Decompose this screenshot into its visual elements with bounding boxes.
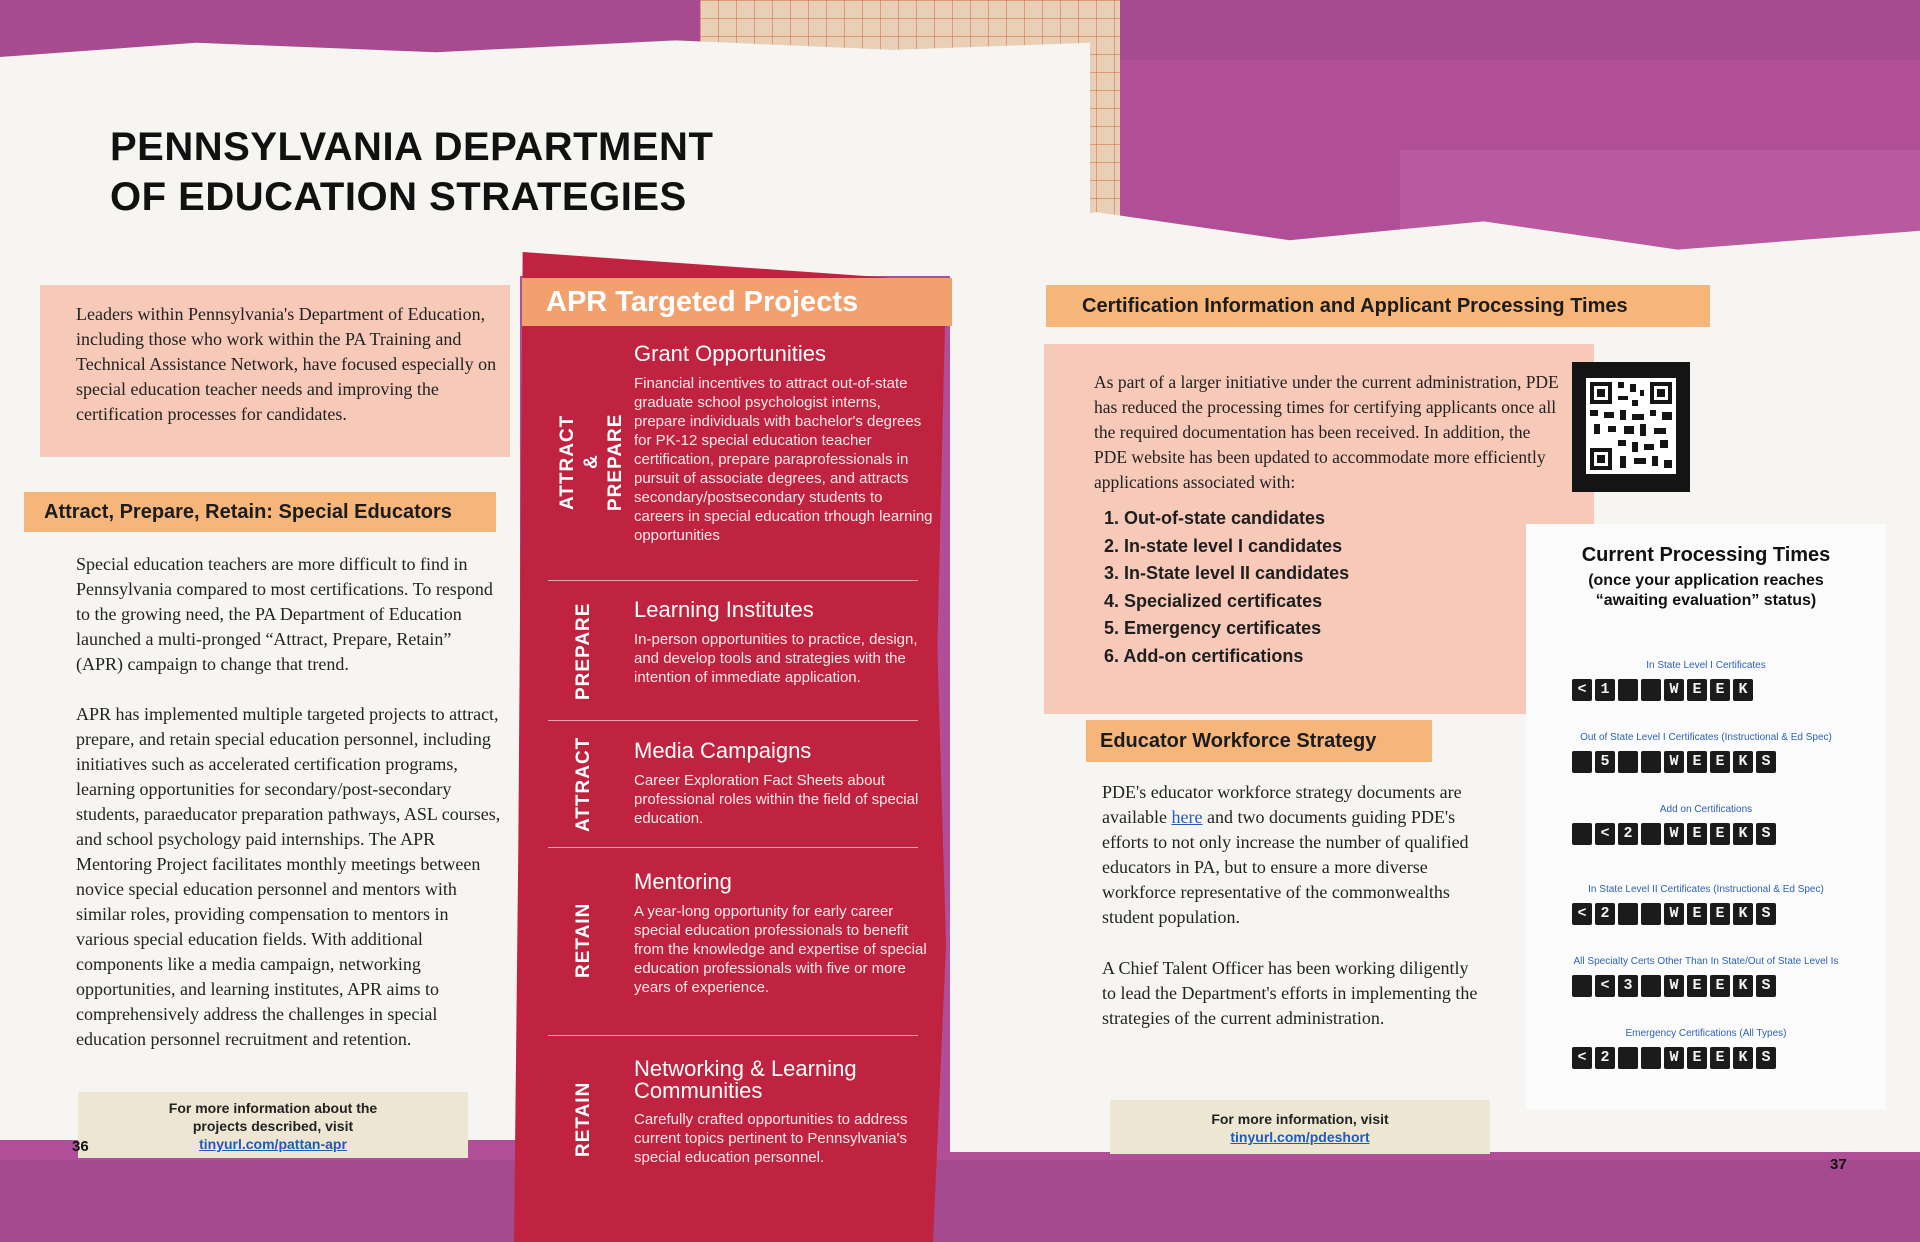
flip-tile: E (1687, 975, 1707, 997)
processing-sub-2: “awaiting evaluation” status) (1595, 592, 1817, 609)
flip-tile (1641, 1047, 1661, 1069)
flip-tile: K (1733, 975, 1753, 997)
flip-tile: 5 (1595, 751, 1615, 773)
flip-tile (1641, 751, 1661, 773)
flip-tile: S (1756, 823, 1776, 845)
certification-heading: Certification Information and Applicant Processing Times (1046, 285, 1710, 327)
pdeshort-link[interactable]: tinyurl.com/pdeshort (1230, 1129, 1370, 1145)
page-number-left: 36 (72, 1138, 89, 1155)
title-line-2: OF EDUCATION STRATEGIES (110, 175, 687, 219)
certification-list-item: 2. In-state level I candidates (1104, 535, 1343, 556)
flip-tile (1641, 975, 1661, 997)
certification-list-item: 6. Add-on certifications (1104, 645, 1304, 666)
project-item-5 (634, 1058, 934, 1167)
flip-tile: E (1687, 1047, 1707, 1069)
page-number-right: 37 (1830, 1156, 1847, 1173)
project-divider-3 (548, 847, 918, 848)
apr-projects-heading: APR Targeted Projects (522, 278, 952, 326)
flip-tile: K (1733, 751, 1753, 773)
workforce-here-link[interactable]: here (1171, 807, 1203, 827)
flip-tile (1618, 903, 1638, 925)
flip-tile: 3 (1618, 975, 1638, 997)
processing-row-tiles (1572, 751, 1779, 773)
flip-tile: E (1687, 823, 1707, 845)
project-category-4: RETAIN (573, 902, 594, 978)
project-divider-4 (548, 1035, 918, 1036)
project-desc-5: Carefully crafted opportunities to address current topics pertinent to Pennsylvania's special education personnel. (634, 1111, 908, 1166)
flip-tile: E (1687, 751, 1707, 773)
workforce-heading: Educator Workforce Strategy (1086, 720, 1432, 762)
flip-tile: S (1756, 975, 1776, 997)
project-item-4 (634, 870, 934, 997)
intro-text: Leaders within Pennsylvania's Department of Education, including those who work within the PA Training and Technical Assistance Network, have focused especially on special education teacher needs and improving the certification processes for candidates. (76, 304, 497, 424)
flip-tile: < (1595, 823, 1615, 845)
project-item-1 (634, 342, 934, 545)
project-desc-1: Financial incentives to attract out-of-state graduate school psychologist interns, prepare individuals with bachelor's degrees for PK-12 special education teacher certification, prepare paraprofessionals in pursuit of associate degrees, and attracts secondary/postsecondary students to careers in special education trhough learning opportunities (634, 375, 933, 544)
left-info-box (78, 1092, 468, 1158)
flip-tile (1572, 751, 1592, 773)
processing-row-label: Out of State Level I Certificates (Instructional & Ed Spec) (1580, 732, 1832, 743)
flip-tile: 2 (1595, 1047, 1615, 1069)
processing-times-card (1526, 524, 1886, 1110)
workforce-para-1 (1102, 780, 1498, 930)
project-category-2: PREPARE (573, 602, 594, 700)
flip-tile: W (1664, 975, 1684, 997)
page-title (110, 122, 713, 222)
certification-list-item: 5. Emergency certificates (1104, 618, 1322, 638)
flip-tile: W (1664, 1047, 1684, 1069)
project-divider-1 (548, 580, 918, 581)
certification-list (1104, 505, 1349, 670)
project-title-2: Learning Institutes (634, 597, 814, 622)
processing-heading: Current Processing Times (1581, 544, 1831, 566)
flip-tile: K (1733, 1047, 1753, 1069)
flip-tile: < (1595, 975, 1615, 997)
project-desc-4: A year-long opportunity for early career special education professionals to benefit from the knowledge and expertise of special education professionals with five or more years of experience. (634, 903, 927, 996)
project-divider-2 (548, 720, 918, 721)
certification-list-item: 4. Specialized certificates (1104, 590, 1323, 611)
flip-tile (1572, 823, 1592, 845)
title-line-1: PENNSYLVANIA DEPARTMENT (110, 125, 714, 169)
project-title-4: Mentoring (634, 869, 732, 894)
flip-tile (1618, 1047, 1638, 1069)
processing-sub-1: (once your application reaches (1588, 572, 1824, 589)
project-item-2 (634, 598, 934, 687)
certification-text: As part of a larger initiative under the current administration, PDE has reduced the processing times for certifying applicants once all the required documentation has been received. In addition, the PDE website has been updated to accommodate more efficiently applications associated with: (1094, 372, 1559, 492)
processing-row-tiles (1572, 823, 1779, 845)
project-item-3 (634, 739, 934, 828)
flip-tile: K (1733, 679, 1753, 701)
flip-tile: E (1710, 679, 1730, 701)
project-category-1: ATTRACT & PREPARE (557, 413, 626, 511)
certification-list-item: 3. In-State level II candidates (1104, 563, 1350, 583)
workforce-para-2: A Chief Talent Officer has been working diligently to lead the Department's efforts in implementing the strategies of the current administration. (1102, 958, 1478, 1028)
certification-list-item: 1. Out-of-state candidates (1104, 508, 1326, 528)
processing-row-label: In State Level II Certificates (Instructional & Ed Spec) (1588, 884, 1824, 895)
apr-para-2: APR has implemented multiple targeted projects to attract, prepare, and retain special education personnel, including initiatives such as accelerated certification programs, learning opportunities for secondary/post-secondary students, paraeducator preparation pathways, ASL courses, and school psychology paid internships. The APR Mentoring Project facilitates monthly meetings between novice special education personnel and mentors with similar roles, providing compensation to mentors in various special education fields. With additional components like a media campaign, networking opportunities, and learning institutes, APR aims to comprehensively address the challenges in special education personnel recruitment and retention. (76, 704, 501, 1049)
project-title-5: Networking & Learning Communities (634, 1056, 857, 1103)
flip-tile: E (1710, 903, 1730, 925)
qr-code[interactable] (1572, 362, 1690, 492)
right-info-line-1: For more information, visit (1211, 1111, 1389, 1127)
flip-tile: S (1756, 751, 1776, 773)
project-title-3: Media Campaigns (634, 738, 812, 763)
flip-tile: < (1572, 903, 1592, 925)
flip-tile: 2 (1618, 823, 1638, 845)
background-band-bottom (0, 1160, 1920, 1242)
flip-tile: E (1687, 679, 1707, 701)
left-info-line-1: For more information about the (168, 1100, 378, 1116)
right-info-box (1110, 1100, 1490, 1154)
flip-tile: < (1572, 679, 1592, 701)
flip-tile (1572, 975, 1592, 997)
flip-tile (1618, 751, 1638, 773)
qr-code-icon (1572, 362, 1690, 492)
pattan-apr-link[interactable]: tinyurl.com/pattan-apr (199, 1136, 347, 1152)
workforce-para-1-end: and two documents guiding PDE's efforts to not only increase the number of qualified educators in PA, but to ensure a more diverse workforce representative of the commonwealths student population. (1102, 807, 1469, 927)
project-category-5: RETAIN (573, 1081, 594, 1157)
flip-tile: < (1572, 1047, 1592, 1069)
flip-tile: E (1710, 823, 1730, 845)
flip-tile: W (1664, 751, 1684, 773)
processing-row-label: All Specialty Certs Other Than In State/Out of State Level Is (1573, 956, 1839, 967)
flip-tile: K (1733, 903, 1753, 925)
flip-tile: W (1664, 823, 1684, 845)
flip-tile: E (1710, 1047, 1730, 1069)
processing-row-tiles (1572, 903, 1779, 925)
flip-tile: 2 (1595, 903, 1615, 925)
flip-tile (1618, 679, 1638, 701)
processing-row-label: In State Level I Certificates (1646, 660, 1766, 671)
apr-heading: Attract, Prepare, Retain: Special Educators (24, 492, 496, 532)
project-desc-2: In-person opportunities to practice, design, and develop tools and strategies with the intention of immediate application. (634, 631, 918, 686)
flip-tile: K (1733, 823, 1753, 845)
project-title-1: Grant Opportunities (634, 341, 826, 366)
flip-tile: E (1710, 975, 1730, 997)
apr-para-1: Special education teachers are more difficult to find in Pennsylvania compared to most certifications. To respond to the growing need, the PA Department of Education launched a multi-pronged “Attract, Prepare, Retain” (APR) campaign to change that trend. (76, 554, 493, 674)
flip-tile: S (1756, 1047, 1776, 1069)
processing-row-tiles (1572, 975, 1779, 997)
flip-tile: 1 (1595, 679, 1615, 701)
left-info-line-2: projects described, visit (192, 1118, 354, 1134)
project-category-3: ATTRACT (573, 736, 594, 832)
project-desc-3: Career Exploration Fact Sheets about professional roles within the field of special education. (634, 772, 919, 827)
flip-tile: S (1756, 903, 1776, 925)
flip-tile: E (1710, 751, 1730, 773)
flip-tile (1641, 679, 1661, 701)
flip-tile: E (1687, 903, 1707, 925)
flip-tile: W (1664, 679, 1684, 701)
flip-tile (1641, 823, 1661, 845)
flip-tile (1641, 903, 1661, 925)
processing-row-tiles (1572, 1047, 1779, 1069)
processing-row-tiles (1572, 679, 1756, 701)
workforce-para-1-start: PDE's educator workforce strategy documents are available (1102, 782, 1462, 827)
processing-row-label: Emergency Certifications (All Types) (1625, 1028, 1787, 1039)
processing-row-label: Add on Certifications (1659, 804, 1753, 815)
flip-tile: W (1664, 903, 1684, 925)
